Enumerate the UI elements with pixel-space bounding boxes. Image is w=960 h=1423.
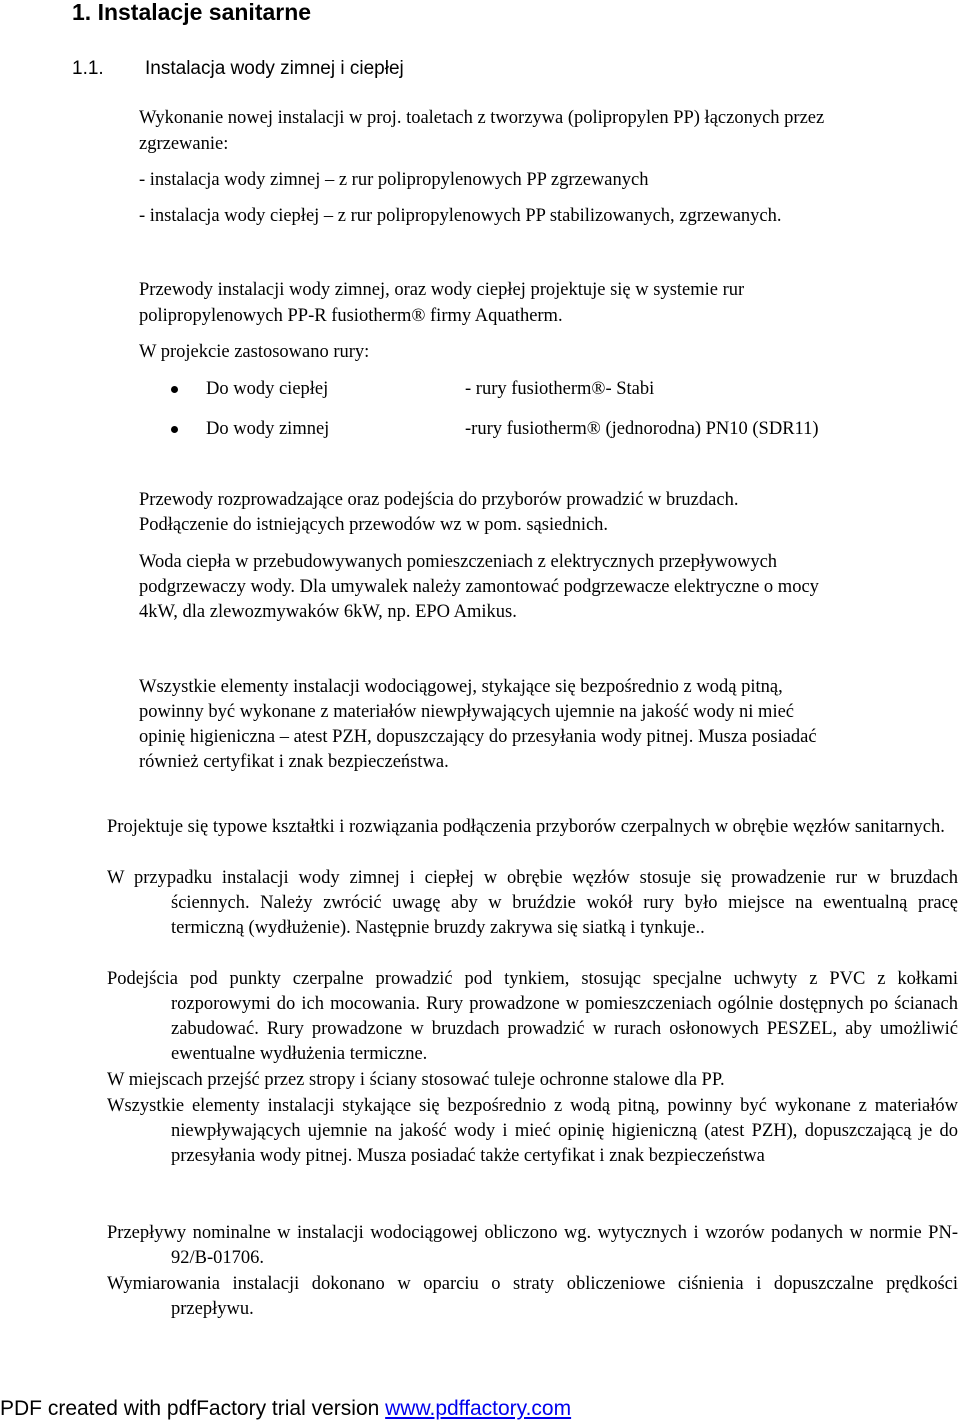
text-line: Przewody rozprowadzające oraz podejścia do przyborów prowadzić w bruzdach. (139, 490, 739, 510)
list-item-value: - rury fusiotherm®- Stabi (465, 379, 655, 399)
text-line: opinię higieniczna – atest PZH, dopuszczający do przesyłania wody pitnej. Musza posiadać (139, 727, 817, 747)
section-number: 1.1. (72, 58, 104, 79)
section-title: Instalacja wody zimnej i ciepłej (145, 58, 404, 79)
text-line: podgrzewaczy wody. Dla umywalek należy zamontować podgrzewacze elektryczne o mocy (139, 577, 819, 597)
list-item-label: Do wody ciepłej (206, 379, 329, 399)
flow-paragraph: Wymiarowania instalacji dokonano w oparciu o straty obliczeniowe ciśnienia i dopuszczalne prędkości przepływu. (107, 1274, 958, 1319)
list-item-value: -rury fusiotherm® (jednorodna) PN10 (SDR11) (465, 419, 819, 439)
footer-text: PDF created with pdfFactory trial version (0, 1397, 386, 1420)
rule-paragraph: Podejścia pod punkty czerpalne prowadzić pod tynkiem, stosując specjalne uchwyty z PVC z kołkami rozporowymi do ich mocowania. Rury prowadzone w pomieszczeniach ogólnie dostępnych po ścianach zabudować. Rury prowadzone w bruzdach prowadzić w rurach osłonowych PESZEL, aby umożliwić ewentualne wydłużenia termiczne. (107, 969, 958, 1064)
text-line: W projekcie zastosowano rury: (139, 342, 370, 362)
text-line: zgrzewanie: (139, 134, 229, 154)
text-line: - instalacja wody zimnej – z rur polipropylenowych PP zgrzewanych (139, 170, 649, 190)
document-title: 1. Instalacje sanitarne (72, 0, 312, 25)
flow-paragraph: Przepływy nominalne w instalacji wodociągowej obliczono wg. wytycznych i wzorów podanych w normie PN-92/B-01706. (107, 1223, 958, 1268)
text-line: - instalacja wody ciepłej – z rur polipropylenowych PP stabilizowanych, zgrzewanych. (139, 206, 782, 226)
pdffactory-link[interactable]: www.pdffactory.com (385, 1397, 572, 1420)
rule-paragraph: Wszystkie elementy instalacji stykające się bezpośrednio z wodą pitną, powinny być wykonane z materiałów niewpływających ujemnie na jakość wody i mieć opinię higieniczną (atest PZH), dopuszczającą je do przesyłania wody pitnej. Musza posiadać także certyfikat i znak bezpieczeństwa (107, 1096, 958, 1166)
text-line: również certyfikat i znak bezpieczeństwa. (139, 752, 449, 772)
bullet-icon (171, 426, 178, 433)
text-line: 4kW, dla zlewozmywaków 6kW, np. EPO Amikus. (139, 602, 517, 622)
text-line: Woda ciepła w przebudowywanych pomieszczeniach z elektrycznych przepływowych (139, 552, 778, 572)
text-line: Przewody instalacji wody zimnej, oraz wody ciepłej projektuje się w systemie rur (139, 280, 745, 300)
pdf-footer (0, 1396, 571, 1422)
text-line: Wszystkie elementy instalacji wodociągowej, stykające się bezpośrednio z wodą pitną, (139, 677, 783, 697)
rule-paragraph: Projektuje się typowe kształtki i rozwiązania podłączenia przyborów czerpalnych w obrębie węzłów sanitarnych. (107, 817, 945, 837)
text-line: polipropylenowych PP-R fusiotherm® firmy Aquatherm. (139, 306, 563, 326)
text-line: Podłączenie do istniejących przewodów wz w pom. sąsiednich. (139, 515, 609, 535)
text-line: powinny być wykonane z materiałów niewpływających ujemnie na jakość wody ni mieć (139, 702, 795, 722)
rule-paragraph: W przypadku instalacji wody zimnej i ciepłej w obrębie węzłów stosuje się prowadzenie rur w bruzdach ściennych. Należy zwrócić uwagę aby w bruździe wokół rury było miejsce na ewentualną pracę termiczną (wydłużenie). Następnie bruzdy zakrywa się siatką i tynkuje.. (107, 868, 958, 938)
list-item (139, 377, 939, 402)
list-item (139, 417, 939, 442)
list-item-label: Do wody zimnej (206, 419, 330, 439)
text-line: Wykonanie nowej instalacji w proj. toaletach z tworzywa (polipropylen PP) łączonych przez (139, 108, 825, 128)
bullet-icon (171, 386, 178, 393)
rule-paragraph: W miejscach przejść przez stropy i ściany stosować tuleje ochronne stalowe dla PP. (107, 1070, 725, 1090)
